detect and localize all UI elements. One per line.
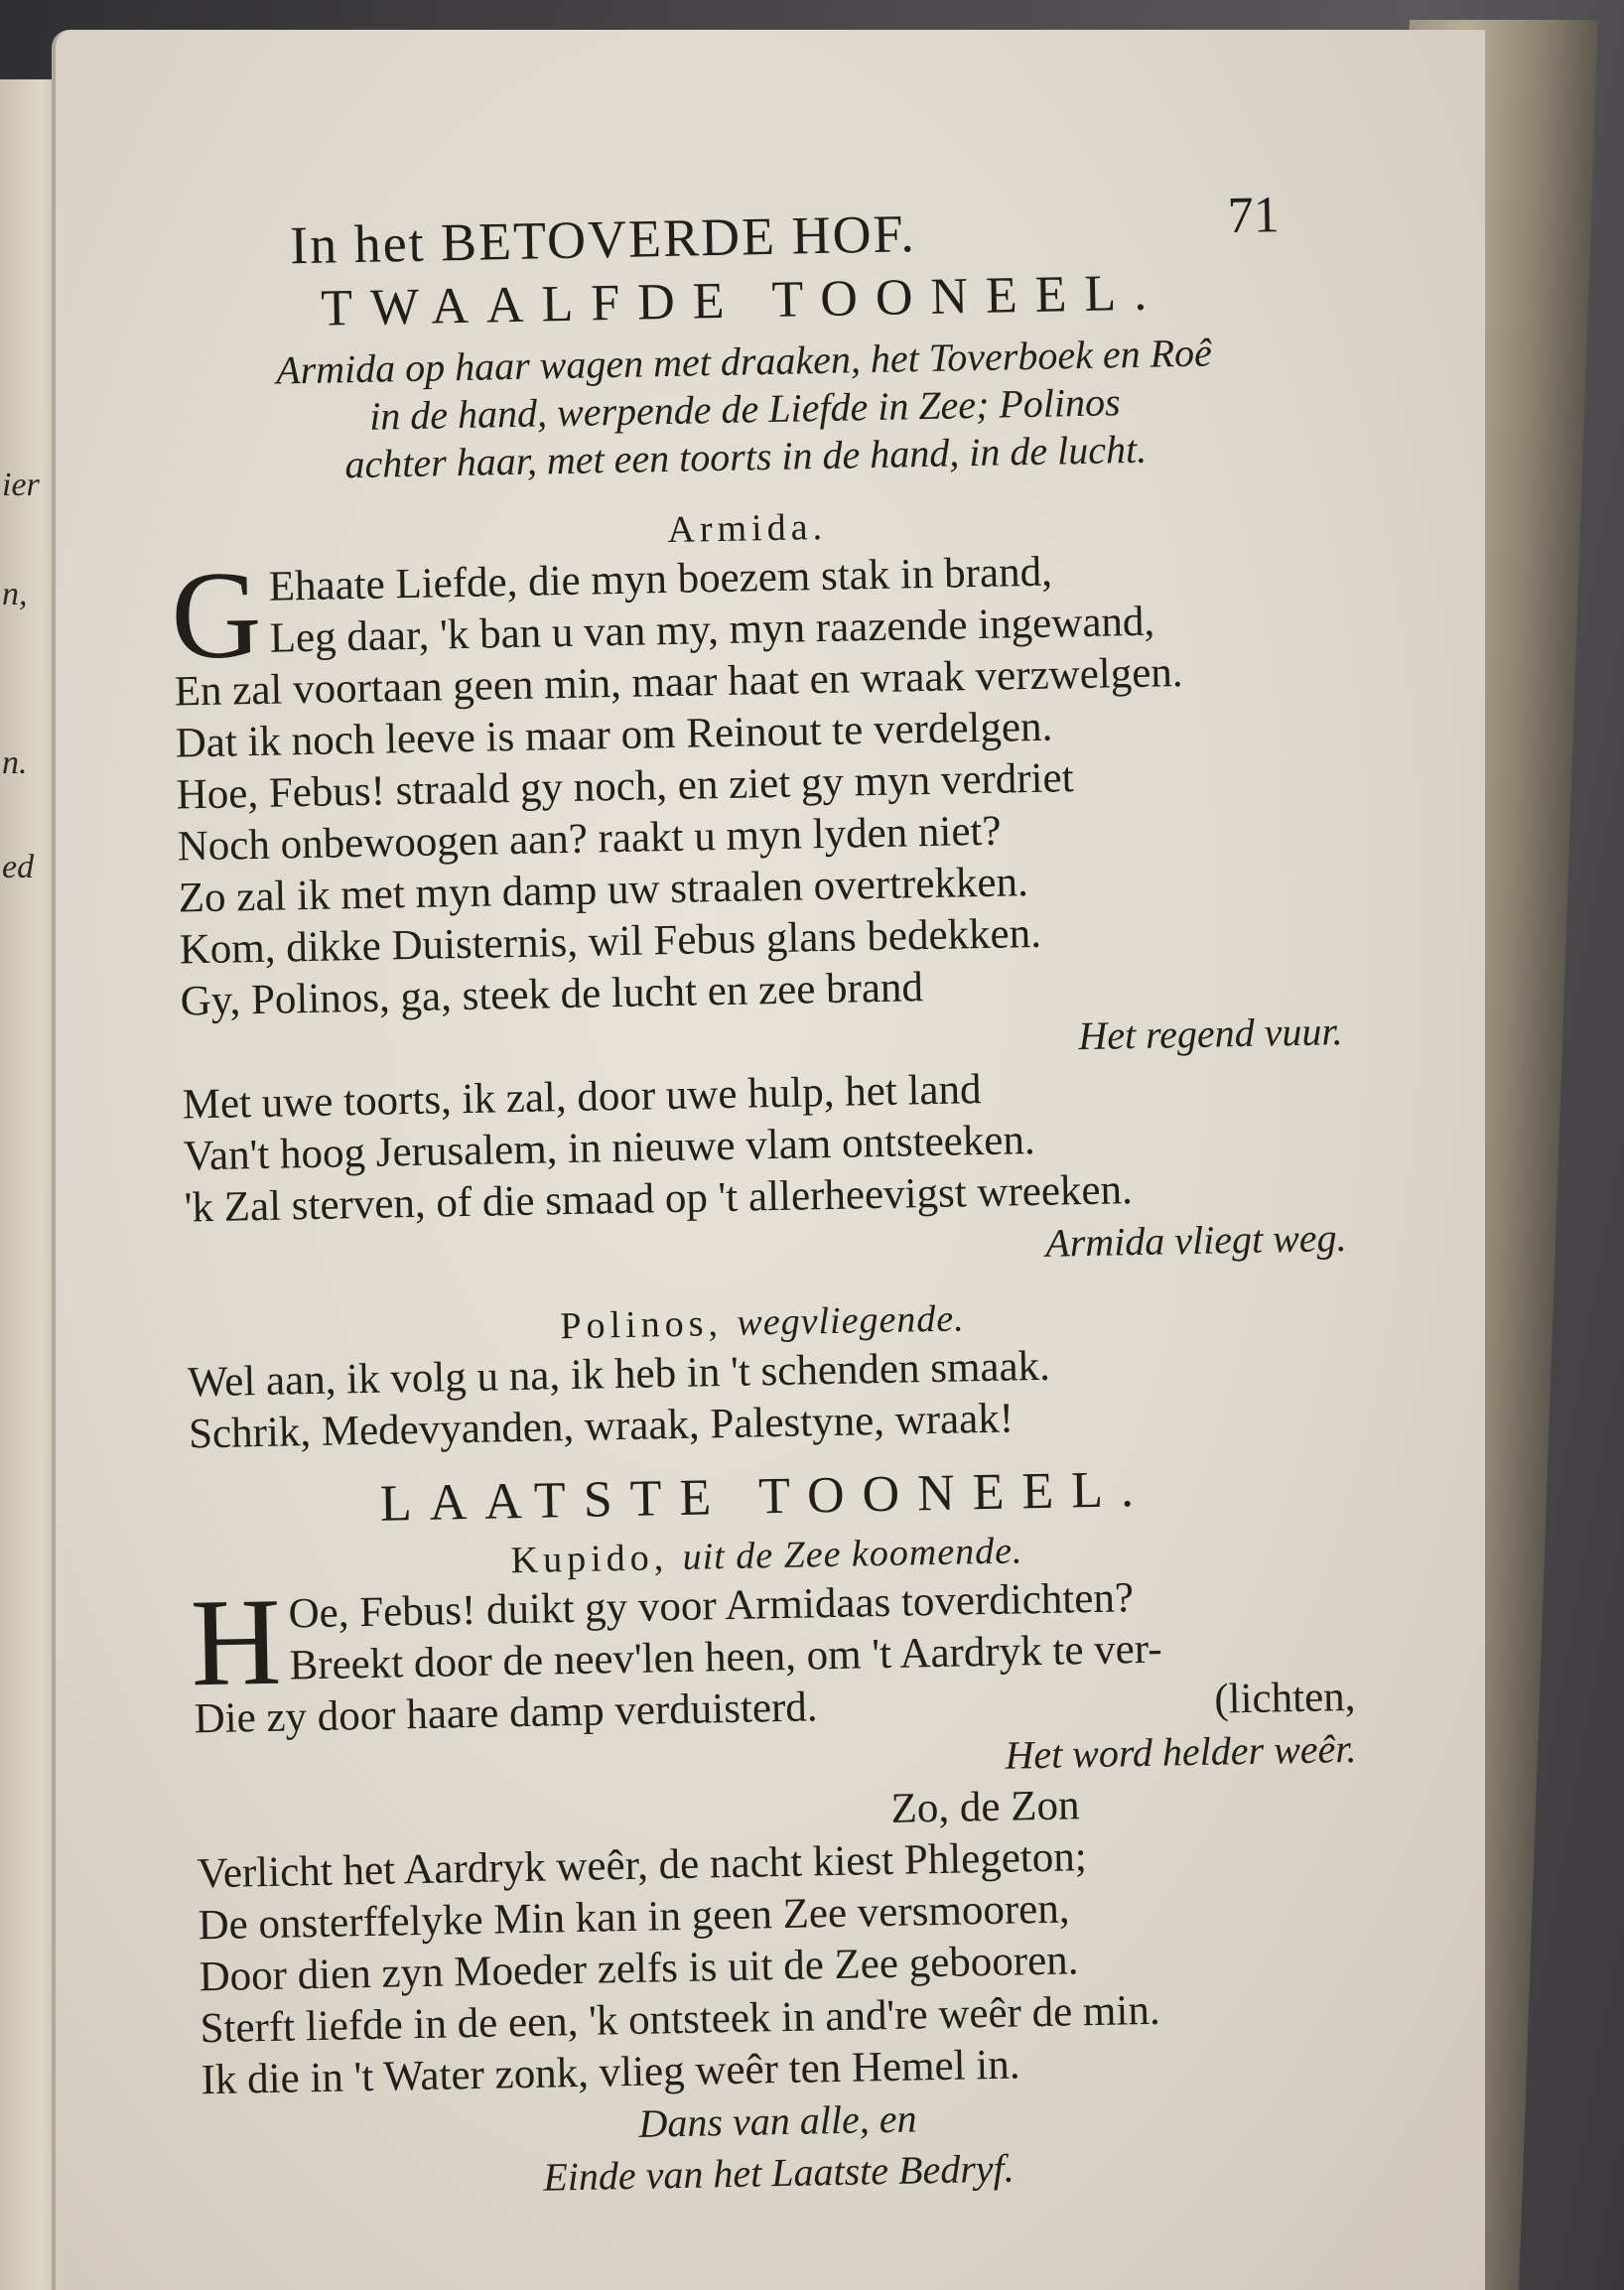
verse-line: Hoe, Febus! straald gy noch, en ziet gy myn verdriet [176,754,1074,819]
verse-block [118,1334,1411,1462]
drop-cap: H [189,1572,283,1713]
closing-line: Dans van alle, en [638,2095,917,2146]
left-page-fragment: n, [2,576,28,612]
stage-direction [138,327,1352,492]
running-title: In het BETOVERDE HOF. [289,203,917,276]
verse-line: Schrik, Medevyanden, wraak, Palestyne, wraak! [188,1395,1015,1458]
verse-line: Wel aan, ik volg u na, ik heb in 't schenden smaak. [187,1342,1051,1407]
verse-line: Ehaate Liefde, die myn boezem stak in brand, [268,548,1053,610]
stage-direction-inline: Het regend vuur. [1077,1009,1343,1059]
verse-line: Door dien zyn Moeder zelfs is uit de Zee gebooren. [199,1937,1079,2001]
stage-line: achter haar, met een toorts in de hand, in de lucht. [344,426,1148,487]
scene-title-twelfth: TWAALFDE TOONEEL. [320,264,1165,337]
speaker-name: Kupido, [510,1537,669,1582]
verse-line: 'k Zal sterven, of die smaad op 't allerheevigst wreeken. [184,1166,1134,1232]
verse-line: Sterft liefde in de een, 'k ontsteek in and're weêr de min. [200,1986,1161,2053]
left-page-fragment: n. [2,744,28,781]
verse-line: Met uwe toorts, ik zal, door uwe hulp, het land [182,1066,982,1129]
drop-cap: G [169,545,263,686]
speaker-direction: wegvliegende. [737,1297,966,1344]
verse-line: Verlicht het Aardryk weêr, de nacht kiest Phlegeton; [197,1833,1088,1898]
verse-line: Gy, Polinos, ga, steek de lucht en zee brand [180,964,924,1025]
verse-line: Dat ik noch leeve is maar om Reinout te verdelgen. [175,703,1053,767]
verse-line: Breekt door de neev'len heen, om 't Aardryk te ver- [289,1625,1162,1689]
half-line: Zo, de Zon [890,1782,1080,1832]
stage-line: in de hand, werpende de Liefde in Zee; Polinos [368,379,1122,439]
verse-line: Ik die in 't Water zonk, vlieg weêr ten Hemel in. [201,2041,1020,2104]
verse-line: De onsterffelyke Min kan in geen Zee versmooren, [198,1885,1070,1950]
scene-title-last: LAATSTE TOONEEL. [379,1460,1152,1533]
speaker-direction: uit de Zee koomende. [682,1530,1023,1578]
verse-block [122,1567,1422,2108]
verse-line: Noch onbewoogen aan? raakt u myn lyden niet? [177,807,1002,871]
verse-line: Oe, Febus! duikt gy voor Armidaas toverdichten? [288,1574,1135,1638]
verse-line: Leg daar, 'k ban u van my, myn raazende ingewand, [269,598,1155,662]
turnover-word: (lichten, [1213,1673,1356,1723]
page-header [95,164,1387,278]
speaker-name: Armida. [667,505,828,551]
stage-direction-inline: Het word helder weêr. [1005,1725,1357,1778]
speaker-name: Polinos, [560,1302,724,1348]
verse-line: Van't hoog Jerusalem, in nieuwe vlam ontsteeken. [183,1117,1036,1180]
page-number: 71 [1227,187,1281,245]
closing-line: Einde van het Laatste Bedryf. [542,2145,1015,2200]
left-page-fragment: ed [2,849,35,885]
verse-line: En zal voortaan geen min, maar haat en wraak verzwelgen. [174,649,1183,716]
left-page-fragment: ier [2,467,40,503]
stage-direction-inline: Armida vliegt weg. [1044,1215,1347,1266]
verse-block [102,540,1407,1287]
book-page [52,30,1485,2290]
verse-line: Die zy door haare damp verduisterd. [194,1684,819,1743]
verse-line: Kom, dikke Duisternis, wil Febus glans bedekken. [179,909,1042,974]
verse-line: Zo zal ik met myn damp uw straalen overtrekken. [178,859,1029,922]
stage-line: Armida op haar wagen met draaken, het Toverboek en Roê [275,330,1213,393]
page-content [95,164,1424,2212]
